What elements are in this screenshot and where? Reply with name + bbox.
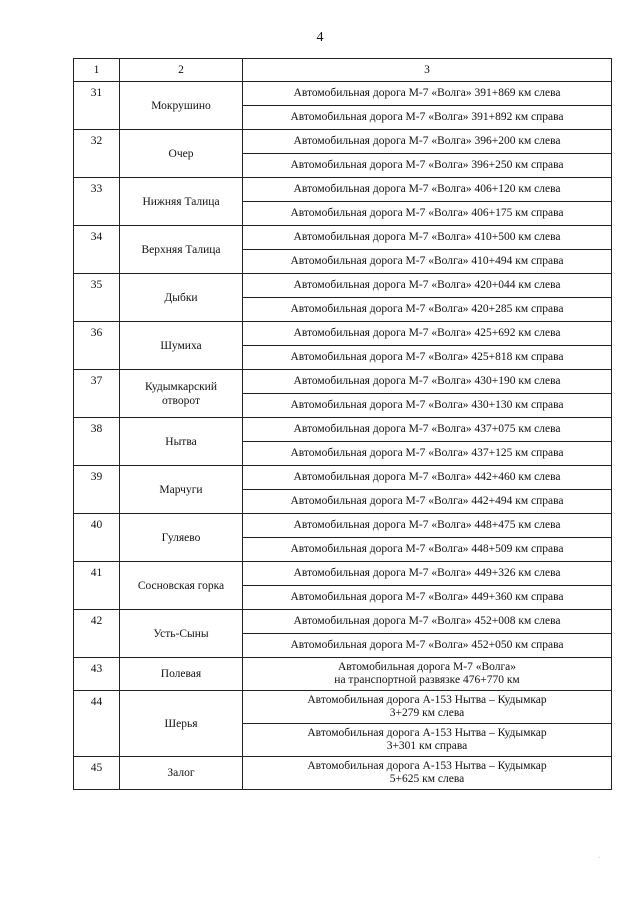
stop-name: Гуляево [120,514,243,562]
road-location: Автомобильная дорога М-7 «Волга» 391+892 км справа [243,106,612,130]
table-row [74,370,612,394]
row-number: 35 [74,274,120,322]
road-location: Автомобильная дорога М-7 «Волга» 437+075 км слева [243,418,612,442]
column-header-2: 2 [120,59,243,82]
road-location: Автомобильная дорога М-7 «Волга» 442+460 км слева [243,466,612,490]
table-row [74,130,612,154]
table-row [74,322,612,346]
table-row [74,562,612,586]
row-number: 39 [74,466,120,514]
column-header-3: 3 [243,59,612,82]
road-location: Автомобильная дорога М-7 «Волга» 442+494 км справа [243,490,612,514]
road-location: Автомобильная дорога М-7 «Волга» 420+044 км слева [243,274,612,298]
row-number: 40 [74,514,120,562]
table-row [74,82,612,106]
column-header-1: 1 [74,59,120,82]
road-location: Автомобильная дорога М-7 «Волга» 396+200 км слева [243,130,612,154]
table-row [74,466,612,490]
row-number: 36 [74,322,120,370]
road-location: Автомобильная дорога М-7 «Волга» 396+250 км справа [243,154,612,178]
table-row [74,418,612,442]
row-number: 42 [74,610,120,658]
row-number: 44 [74,691,120,757]
row-number: 32 [74,130,120,178]
table-row [74,514,612,538]
table-row [74,757,612,790]
road-location: Автомобильная дорога М-7 «Волга» 448+475 км слева [243,514,612,538]
row-number: 33 [74,178,120,226]
table-row [74,274,612,298]
row-number: 43 [74,658,120,691]
page-number: 4 [316,30,324,45]
table-row [74,178,612,202]
stop-name: Нытва [120,418,243,466]
road-location: Автомобильная дорога М-7 «Волга» 410+500 км слева [243,226,612,250]
row-number: 41 [74,562,120,610]
stop-name: Сосновская горка [120,562,243,610]
stop-name: Нижняя Талица [120,178,243,226]
stop-name: Усть-Сыны [120,610,243,658]
row-number: 34 [74,226,120,274]
stop-name: Верхняя Талица [120,226,243,274]
table-row [74,658,612,691]
row-number: 31 [74,82,120,130]
scan-mark: · [598,855,600,861]
stop-name: Залог [120,757,243,790]
stop-name: Кудымкарский отворот [120,370,243,418]
road-location: Автомобильная дорога М-7 «Волга» 420+285 км справа [243,298,612,322]
table-header [74,59,612,82]
road-location: Автомобильная дорога М-7 «Волга» 430+130 км справа [243,394,612,418]
road-location: Автомобильная дорога М-7 «Волга» 449+326 км слева [243,562,612,586]
road-location: Автомобильная дорога М-7 «Волга» 425+692 км слева [243,322,612,346]
row-number: 38 [74,418,120,466]
road-location: Автомобильная дорога М-7 «Волга» на транспортной развязке 476+770 км [243,658,612,691]
road-location: Автомобильная дорога А-153 Нытва – Кудымкар 3+301 км справа [243,724,612,757]
road-location: Автомобильная дорога М-7 «Волга» 406+120 км слева [243,178,612,202]
road-location: Автомобильная дорога М-7 «Волга» 391+869 км слева [243,82,612,106]
stop-name: Марчуги [120,466,243,514]
road-location: Автомобильная дорога М-7 «Волга» 406+175 км справа [243,202,612,226]
stop-name: Дыбки [120,274,243,322]
table-row [74,610,612,634]
stops-table [73,58,612,790]
table-body [74,82,612,790]
road-location: Автомобильная дорога М-7 «Волга» 430+190 км слева [243,370,612,394]
road-location: Автомобильная дорога М-7 «Волга» 425+818 км справа [243,346,612,370]
stop-name: Очер [120,130,243,178]
row-number: 37 [74,370,120,418]
road-location: Автомобильная дорога М-7 «Волга» 410+494 км справа [243,250,612,274]
road-location: Автомобильная дорога М-7 «Волга» 452+008 км слева [243,610,612,634]
road-location: Автомобильная дорога М-7 «Волга» 448+509 км справа [243,538,612,562]
row-number: 45 [74,757,120,790]
road-location: Автомобильная дорога М-7 «Волга» 449+360 км справа [243,586,612,610]
stop-name: Шерья [120,691,243,757]
table-row [74,691,612,724]
stop-name: Шумиха [120,322,243,370]
road-location: Автомобильная дорога М-7 «Волга» 437+125 км справа [243,442,612,466]
stop-name: Мокрушино [120,82,243,130]
road-location: Автомобильная дорога А-153 Нытва – Кудымкар 3+279 км слева [243,691,612,724]
table-row [74,226,612,250]
road-location: Автомобильная дорога М-7 «Волга» 452+050 км справа [243,634,612,658]
stop-name: Полевая [120,658,243,691]
road-location: Автомобильная дорога А-153 Нытва – Кудымкар 5+625 км слева [243,757,612,790]
